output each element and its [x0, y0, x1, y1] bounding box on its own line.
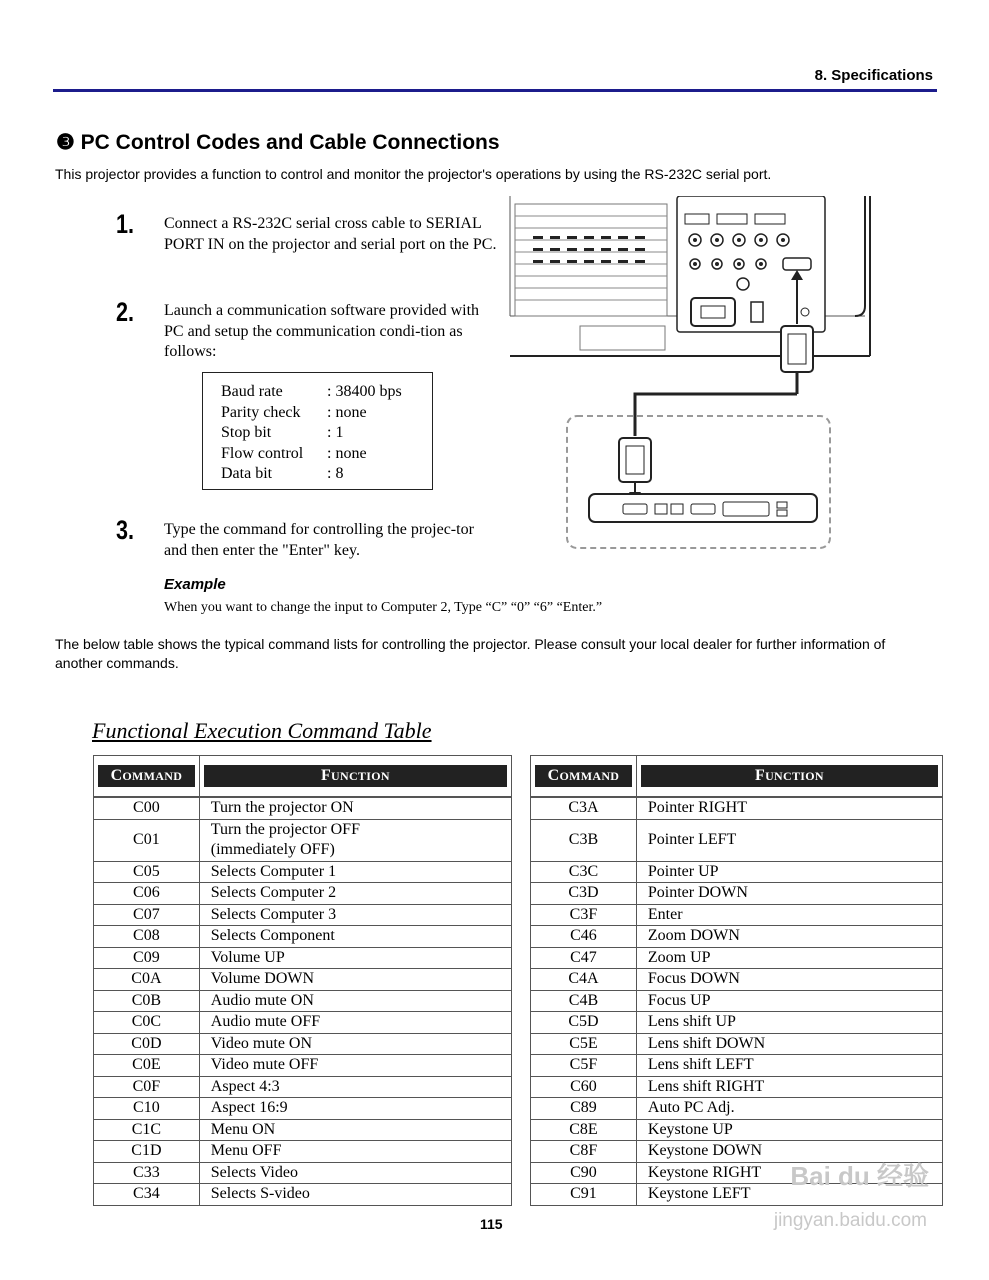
step-3-text: Type the command for controlling the projec-tor and then enter the "Enter" key.: [164, 521, 474, 559]
table-row: [94, 1184, 512, 1206]
command-function: Enter: [636, 904, 942, 926]
step-1-number: 1.: [116, 209, 135, 239]
command-table-title: Functional Execution Command Table: [92, 718, 432, 743]
command-function: Selects S-video: [199, 1184, 511, 1206]
setting-key: Flow control: [221, 444, 304, 462]
table-row: [94, 797, 512, 819]
command-function: Volume UP: [199, 947, 511, 969]
command-code: C5F: [531, 1055, 637, 1077]
table-row: [531, 1055, 943, 1077]
setting-row: [221, 382, 432, 403]
example-text: When you want to change the input to Computer 2, Type “C” “0” “6” “Enter.”: [164, 600, 603, 615]
setting-key: Stop bit: [221, 424, 272, 441]
command-function: Keystone UP: [636, 1119, 942, 1141]
command-code: C0D: [94, 1033, 200, 1055]
table-row: [94, 904, 512, 926]
setting-value: : none: [327, 444, 367, 462]
command-code: C0A: [94, 969, 200, 991]
table-row: [94, 861, 512, 883]
step-2-text: Launch a communication software provided with PC and setup the communication condi-tion as follows:: [164, 302, 480, 360]
pc-side-connector: [619, 438, 651, 502]
setting-value: : 8: [327, 465, 344, 482]
step-3-number: 3.: [116, 515, 135, 545]
section-header: 8. Specifications: [814, 67, 933, 84]
cable-connection-diagram: [505, 196, 875, 556]
command-function: Audio mute ON: [199, 990, 511, 1012]
command-function: Selects Component: [199, 926, 511, 948]
terminal-panel: [677, 196, 825, 332]
table-row: [94, 990, 512, 1012]
table-row: [531, 990, 943, 1012]
command-function: Auto PC Adj.: [636, 1098, 942, 1120]
table-row: [94, 1162, 512, 1184]
command-function: Selects Computer 3: [199, 904, 511, 926]
command-header-cell: [94, 756, 200, 798]
serial-port-in: [783, 258, 811, 270]
function-header: FUNCTION: [204, 765, 507, 787]
command-function: Lens shift UP: [636, 1012, 942, 1034]
command-header: COMMAND: [535, 765, 632, 787]
command-function: Lens shift LEFT: [636, 1055, 942, 1077]
command-code: C60: [531, 1076, 637, 1098]
table-row: [531, 969, 943, 991]
command-code: C10: [94, 1098, 200, 1120]
header-rule: [53, 89, 937, 92]
vent-grille: [515, 204, 667, 350]
command-code: C46: [531, 926, 637, 948]
setting-row: [221, 403, 432, 424]
command-code: C34: [94, 1184, 200, 1206]
command-code: C5D: [531, 1012, 637, 1034]
command-code: C09: [94, 947, 200, 969]
table-header-row: [531, 756, 943, 798]
table-row: [531, 819, 943, 861]
command-code: C90: [531, 1162, 637, 1184]
table-row: [94, 947, 512, 969]
command-function: Pointer DOWN: [636, 883, 942, 905]
command-code: C07: [94, 904, 200, 926]
page-title: ❸ PC Control Codes and Cable Connections: [56, 131, 500, 154]
communication-settings-box: [202, 372, 433, 490]
table-row: [531, 797, 943, 819]
command-code: C0C: [94, 1012, 200, 1034]
table-row: [94, 926, 512, 948]
command-code: C47: [531, 947, 637, 969]
command-function: Aspect 16:9: [199, 1098, 511, 1120]
command-code: C3A: [531, 797, 637, 819]
command-function: Aspect 4:3: [199, 1076, 511, 1098]
table-row: [531, 1098, 943, 1120]
command-code: C89: [531, 1098, 637, 1120]
command-table-left: [93, 755, 512, 1206]
command-code: C91: [531, 1184, 637, 1206]
command-function: Video mute ON: [199, 1033, 511, 1055]
command-function: Zoom DOWN: [636, 926, 942, 948]
setting-value: : 38400 bps: [327, 383, 402, 400]
command-function: Focus DOWN: [636, 969, 942, 991]
command-function: Menu OFF: [199, 1141, 511, 1163]
command-function: Lens shift DOWN: [636, 1033, 942, 1055]
command-header-cell: [531, 756, 637, 798]
command-code: C00: [94, 797, 200, 819]
table-header-row: [94, 756, 512, 798]
command-function: Pointer RIGHT: [636, 797, 942, 819]
command-function: Zoom UP: [636, 947, 942, 969]
command-code: C3F: [531, 904, 637, 926]
command-function: Video mute OFF: [199, 1055, 511, 1077]
command-code: C06: [94, 883, 200, 905]
table-row: [94, 1076, 512, 1098]
table-row: [531, 883, 943, 905]
command-code: C5E: [531, 1033, 637, 1055]
setting-key: Data bit: [221, 465, 273, 482]
table-row: [531, 1076, 943, 1098]
setting-value: : none: [327, 403, 367, 421]
command-function: Focus UP: [636, 990, 942, 1012]
setting-row: [221, 444, 432, 465]
setting-row: [221, 423, 432, 444]
setting-key: Baud rate: [221, 383, 283, 400]
table-row: [94, 1033, 512, 1055]
command-function: Turn the projector ON: [199, 797, 511, 819]
command-function: Selects Video: [199, 1162, 511, 1184]
step-1-text: Connect a RS-232C serial cross cable to SERIAL PORT IN on the projector and serial port on the PC.: [164, 215, 497, 253]
table-row: [531, 861, 943, 883]
pc-frame: [567, 416, 830, 548]
watermark-url: jingyan.baidu.com: [773, 1210, 927, 1231]
function-header: FUNCTION: [641, 765, 938, 787]
pc-rear-panel: [589, 494, 817, 522]
step-2-number: 2.: [116, 297, 135, 327]
command-code: C3B: [531, 819, 637, 861]
command-code: C8E: [531, 1119, 637, 1141]
setting-key: Parity check: [221, 403, 301, 421]
page-number: 115: [480, 1216, 503, 1232]
table-row: [531, 1012, 943, 1034]
command-code: C4B: [531, 990, 637, 1012]
command-function: Pointer UP: [636, 861, 942, 883]
command-code: C08: [94, 926, 200, 948]
command-function: Turn the projector OFF (immediately OFF): [199, 819, 511, 861]
command-function: Menu ON: [199, 1119, 511, 1141]
watermark-logo: Bai du 经验: [790, 1161, 929, 1191]
command-function: Audio mute OFF: [199, 1012, 511, 1034]
function-header-cell: [199, 756, 511, 798]
projector-outline: [855, 196, 865, 316]
setting-value: : 1: [327, 424, 344, 441]
command-code: C33: [94, 1162, 200, 1184]
command-function: Pointer LEFT: [636, 819, 942, 861]
command-function: Selects Computer 1: [199, 861, 511, 883]
command-function: Selects Computer 2: [199, 883, 511, 905]
command-code: C3C: [531, 861, 637, 883]
command-code: C0F: [94, 1076, 200, 1098]
command-code: C4A: [531, 969, 637, 991]
table-row: [531, 904, 943, 926]
table-description: The below table shows the typical command lists for controlling the projector. Please consult your local dealer for further information of another commands.: [55, 636, 886, 671]
intro-text: This projector provides a function to control and monitor the projector's operations by using the RS-232C serial port.: [55, 166, 772, 182]
table-row: [531, 947, 943, 969]
table-row: [94, 883, 512, 905]
table-row: [531, 926, 943, 948]
command-header: COMMAND: [98, 765, 195, 787]
command-code: C1C: [94, 1119, 200, 1141]
command-function: Keystone RIGHT: [636, 1162, 942, 1184]
table-row: [531, 1119, 943, 1141]
table-row: [94, 819, 512, 861]
command-table-right: [530, 755, 943, 1206]
table-row: [94, 969, 512, 991]
table-row: [94, 1012, 512, 1034]
example-label: Example: [164, 576, 226, 593]
command-code: C3D: [531, 883, 637, 905]
table-row: [531, 1033, 943, 1055]
command-function: Keystone LEFT: [636, 1184, 942, 1206]
command-function: Volume DOWN: [199, 969, 511, 991]
table-row: [94, 1119, 512, 1141]
command-function: Lens shift RIGHT: [636, 1076, 942, 1098]
command-code: C1D: [94, 1141, 200, 1163]
command-code: C8F: [531, 1141, 637, 1163]
table-row: [94, 1098, 512, 1120]
command-code: C0E: [94, 1055, 200, 1077]
table-row: [94, 1055, 512, 1077]
command-function: Keystone DOWN: [636, 1141, 942, 1163]
setting-row: [221, 464, 432, 485]
command-code: C05: [94, 861, 200, 883]
command-code: C0B: [94, 990, 200, 1012]
table-row: [94, 1141, 512, 1163]
power-switch: [751, 302, 763, 322]
function-header-cell: [636, 756, 942, 798]
command-code: C01: [94, 819, 200, 861]
